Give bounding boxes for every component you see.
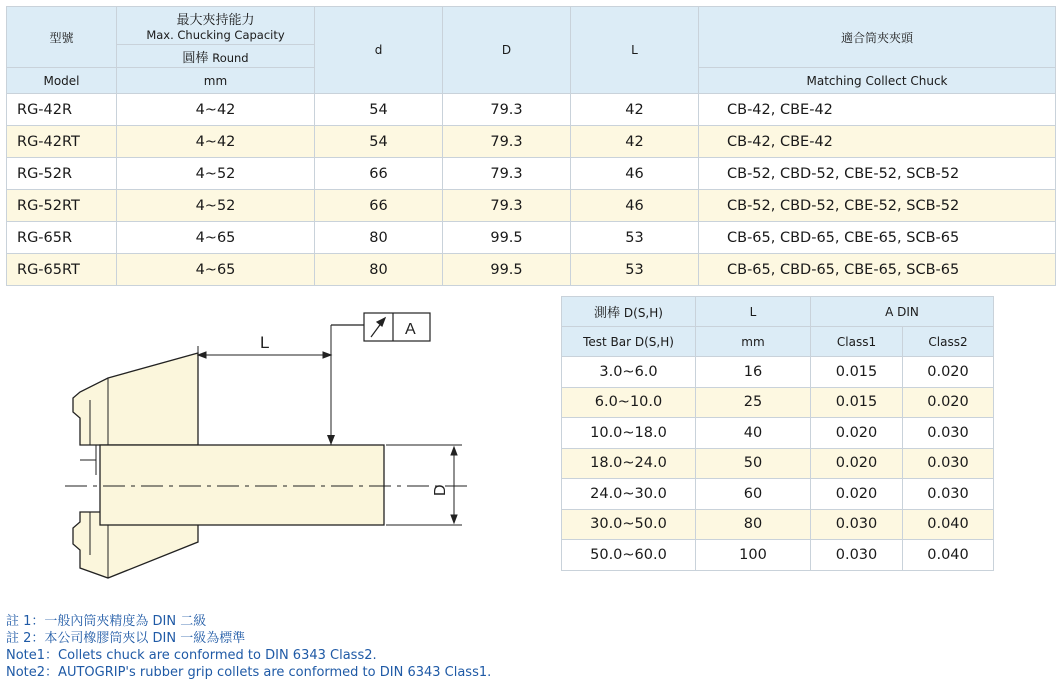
model-header-cn: 型號 [7,7,117,68]
cell-bar: 10.0~18.0 [562,418,696,449]
table-row [562,418,994,449]
cell-collect: CB-65, CBD-65, CBE-65, SCB-65 [699,254,1056,286]
cell-model: RG-65R [7,222,117,254]
cell-l: 42 [571,94,699,126]
cell-c1: 0.030 [811,540,903,571]
cell-capacity: 4~65 [117,222,315,254]
table-row [562,479,994,510]
note-en-2: Note2：AUTOGRIP's rubber grip collets are conformed to DIN 6343 Class1. [6,665,492,680]
test-bar [100,445,384,525]
cell-c2: 0.030 [903,418,994,449]
cell-capacity: 4~42 [117,126,315,158]
cell-collect: CB-52, CBD-52, CBE-52, SCB-52 [699,158,1056,190]
note-en-1: Note1：Collets chuck are conformed to DIN 6343 Class2. [6,648,377,663]
cell-d: 79.3 [443,126,571,158]
cell-c1: 0.015 [811,357,903,388]
label-D: D [432,484,449,496]
test-bar-table [561,296,994,571]
label-L: L [260,333,270,352]
test-bar-header-cn-text: 測棒 [594,306,621,321]
cell-model: RG-65RT [7,254,117,286]
cell-d: 80 [315,254,443,286]
cell-c1: 0.020 [811,448,903,479]
cell-capacity: 4~65 [117,254,315,286]
test-bar-header-cn-suffix: D(S,H) [623,306,663,320]
notes [6,613,491,681]
cell-capacity: 4~52 [117,190,315,222]
adin-header: A DIN [811,297,994,327]
cell-bar: 3.0~6.0 [562,357,696,388]
cell-capacity: 4~42 [117,94,315,126]
table-row [562,509,994,540]
cell-bar: 30.0~50.0 [562,509,696,540]
unit-header: mm [117,68,315,94]
cell-d: 79.3 [443,190,571,222]
table-row [562,357,994,388]
table-row [7,222,1056,254]
model-header-en: Model [7,68,117,94]
capacity-header-cn: 最大夾持能力 [176,13,255,28]
test-bar-header-cn [562,297,696,327]
cell-model: RG-52R [7,158,117,190]
cell-collect: CB-52, CBD-52, CBE-52, SCB-52 [699,190,1056,222]
cell-c1: 0.020 [811,479,903,510]
table-row [7,126,1056,158]
round-header [117,45,315,68]
leader-arrow [327,435,335,445]
label-A: A [405,321,416,338]
cell-l: 46 [571,190,699,222]
cell-l: 100 [696,540,811,571]
cell-l: 25 [696,387,811,418]
table-row [7,254,1056,286]
note-cn-1: 註 1：一般內筒夾精度為 DIN 二級 [6,614,207,629]
cell-d: 79.3 [443,94,571,126]
round-header-en: Round [212,50,249,65]
table-row [7,190,1056,222]
cell-l: 46 [571,158,699,190]
cell-bar: 50.0~60.0 [562,540,696,571]
cell-bar: 6.0~10.0 [562,387,696,418]
cell-collect: CB-42, CBE-42 [699,94,1056,126]
collect-header-en: Matching Collect Chuck [699,68,1056,94]
cell-d: 99.5 [443,222,571,254]
note-cn-2: 註 2：本公司橡膠筒夾以 DIN 一級為標準 [6,631,246,646]
L-header: L [571,7,699,94]
cell-c2: 0.030 [903,448,994,479]
test-bar-header-en: Test Bar D(S,H) [562,327,696,357]
capacity-header-en: Max. Chucking Capacity [146,28,285,42]
cell-d: 66 [315,190,443,222]
cell-c1: 0.020 [811,418,903,449]
table-row [562,540,994,571]
cell-d: 54 [315,94,443,126]
collect-header-cn: 適合筒夾夾頭 [699,7,1056,68]
dimension-D [386,445,462,525]
cell-d: 79.3 [443,158,571,190]
cell-c1: 0.030 [811,509,903,540]
cell-l: 40 [696,418,811,449]
cell-d: 80 [315,222,443,254]
capacity-header [117,7,315,45]
cell-l: 53 [571,222,699,254]
class1-header: Class1 [811,327,903,357]
cell-c2: 0.030 [903,479,994,510]
cell-c2: 0.020 [903,357,994,388]
spec-table [6,6,1056,286]
cell-l: 53 [571,254,699,286]
cell-l: 60 [696,479,811,510]
cell-d: 99.5 [443,254,571,286]
cell-capacity: 4~52 [117,158,315,190]
table-row [7,158,1056,190]
cell-c1: 0.015 [811,387,903,418]
cell-d: 54 [315,126,443,158]
cell-c2: 0.020 [903,387,994,418]
cell-c2: 0.040 [903,540,994,571]
D-header: D [443,7,571,94]
cell-collect: CB-42, CBE-42 [699,126,1056,158]
cell-l: 50 [696,448,811,479]
cell-l: 42 [571,126,699,158]
cell-bar: 18.0~24.0 [562,448,696,479]
table-row [7,94,1056,126]
cell-l: 16 [696,357,811,388]
class2-header: Class2 [903,327,994,357]
table-row [562,448,994,479]
collet-chuck-diagram [30,300,470,610]
cell-d: 66 [315,158,443,190]
d-header: d [315,7,443,94]
cell-model: RG-52RT [7,190,117,222]
cell-bar: 24.0~30.0 [562,479,696,510]
round-header-cn: 圓棒 [182,50,209,66]
table-row [562,387,994,418]
test-L-unit-header: mm [696,327,811,357]
cell-model: RG-42R [7,94,117,126]
cell-c2: 0.040 [903,509,994,540]
cell-l: 80 [696,509,811,540]
cell-collect: CB-65, CBD-65, CBE-65, SCB-65 [699,222,1056,254]
cell-model: RG-42RT [7,126,117,158]
test-L-header: L [696,297,811,327]
